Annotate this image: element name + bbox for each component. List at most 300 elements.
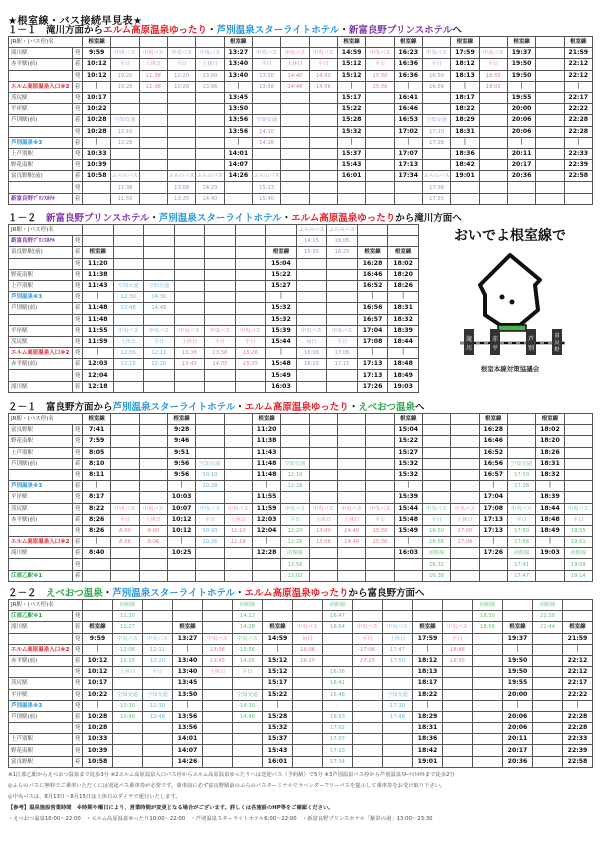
time-cell: 18:32 bbox=[536, 469, 564, 480]
time-cell: 18:31 bbox=[451, 126, 479, 137]
time-cell bbox=[564, 481, 592, 492]
time-cell: 17:13 bbox=[394, 160, 422, 171]
section-title-part: ・ bbox=[235, 402, 245, 413]
time-cell: 15:17 bbox=[263, 678, 293, 689]
time-cell bbox=[366, 104, 394, 115]
time-cell: 14:01 bbox=[224, 148, 252, 159]
station-name: エルム高原温泉入口※2 bbox=[9, 348, 73, 359]
time-cell bbox=[479, 148, 507, 159]
svg-text:平: 平 bbox=[491, 345, 499, 352]
column-header bbox=[383, 600, 413, 611]
time-cell: 12:48 bbox=[113, 303, 144, 314]
time-cell bbox=[139, 182, 167, 193]
time-cell: ｜ bbox=[451, 81, 479, 92]
column-header: 根室線 bbox=[394, 37, 422, 48]
time-cell bbox=[111, 548, 139, 559]
time-cell: 17:13 bbox=[323, 745, 353, 756]
time-cell bbox=[366, 182, 394, 193]
arrive-depart-marker: 発 bbox=[73, 370, 83, 381]
time-cell bbox=[174, 258, 205, 269]
table-row bbox=[9, 503, 593, 514]
time-cell bbox=[533, 667, 563, 678]
time-cell bbox=[224, 570, 252, 581]
time-cell: ｜ bbox=[337, 81, 365, 92]
time-cell: 13:36 bbox=[203, 644, 233, 655]
time-cell: 平日 bbox=[422, 514, 450, 525]
time-cell bbox=[111, 559, 139, 570]
time-cell: 20:06 bbox=[507, 126, 535, 137]
station-name: 江部乙駅※1 bbox=[9, 570, 73, 581]
time-cell: 18:12 bbox=[413, 655, 443, 666]
arrive-depart-marker: 着 bbox=[73, 81, 83, 92]
time-cell: 16:36 bbox=[394, 59, 422, 70]
time-cell: 中央バス bbox=[281, 503, 309, 514]
time-cell bbox=[473, 700, 503, 711]
time-cell: ｜ bbox=[479, 537, 507, 548]
time-cell bbox=[327, 280, 358, 291]
time-cell: 19:55 bbox=[507, 92, 535, 103]
time-cell: 12:28 bbox=[111, 137, 139, 148]
time-cell: 13:40 bbox=[224, 59, 252, 70]
time-cell: 18:13 bbox=[413, 667, 443, 678]
time-cell: 空知交通 bbox=[383, 689, 413, 700]
time-cell bbox=[281, 425, 309, 436]
time-cell: 16:36 bbox=[394, 70, 422, 81]
time-cell bbox=[536, 81, 564, 92]
time-cell bbox=[564, 492, 592, 503]
time-cell bbox=[327, 269, 358, 280]
time-cell bbox=[366, 148, 394, 159]
time-cell: 12:15 bbox=[113, 359, 144, 370]
table-row bbox=[9, 126, 593, 137]
station-name: 平岸駅 bbox=[9, 689, 73, 700]
column-header bbox=[139, 37, 167, 48]
time-cell: 15:35 bbox=[296, 247, 327, 258]
time-cell: 中央バス bbox=[196, 503, 224, 514]
time-cell: 14:07 bbox=[173, 745, 203, 756]
time-cell: 根室線 bbox=[563, 622, 593, 633]
time-cell bbox=[366, 481, 394, 492]
time-cell bbox=[337, 436, 365, 447]
section-title-part: えべおつ温泉 bbox=[46, 588, 103, 599]
arrive-depart-marker: 着 bbox=[73, 303, 83, 314]
time-cell bbox=[196, 126, 224, 137]
time-cell: 15:04 bbox=[266, 258, 297, 269]
time-cell: 18:48 bbox=[536, 514, 564, 525]
time-cell: 15:27 bbox=[394, 447, 422, 458]
time-cell: 根室線 bbox=[83, 247, 114, 258]
time-cell: 15:32 bbox=[263, 723, 293, 734]
time-cell: 12:04 bbox=[252, 525, 280, 536]
table-row bbox=[9, 644, 593, 655]
time-cell bbox=[252, 104, 280, 115]
section-title-part: ・ bbox=[207, 25, 217, 36]
time-cell: ｜ bbox=[564, 137, 592, 148]
time-cell: 22:12 bbox=[564, 70, 592, 81]
time-cell bbox=[353, 711, 383, 722]
section-title-part: 芦別温泉スターライトホテル bbox=[216, 25, 340, 36]
time-cell bbox=[293, 611, 323, 622]
time-cell bbox=[83, 193, 111, 204]
column-header bbox=[451, 414, 479, 425]
time-cell: 12:20 bbox=[144, 359, 175, 370]
time-cell: 中央バス bbox=[309, 503, 337, 514]
time-cell: 22:17 bbox=[564, 92, 592, 103]
station-name: 滝川駅 bbox=[9, 381, 73, 392]
time-cell: 22:28 bbox=[564, 115, 592, 126]
time-cell bbox=[533, 734, 563, 745]
table-row bbox=[9, 570, 593, 581]
time-cell: 14:05 bbox=[233, 655, 263, 666]
time-cell bbox=[83, 570, 111, 581]
time-cell bbox=[533, 723, 563, 734]
time-cell bbox=[111, 481, 139, 492]
time-cell: 空知交通 bbox=[113, 280, 144, 291]
time-cell: 22:58 bbox=[563, 756, 593, 767]
time-cell: 13:06 bbox=[196, 81, 224, 92]
time-cell: 9:46 bbox=[167, 436, 195, 447]
time-cell: 15:56 bbox=[366, 81, 394, 92]
station-name: 赤平駅(前) bbox=[9, 655, 73, 666]
arrive-depart-marker: 発 bbox=[73, 734, 83, 745]
time-cell bbox=[536, 48, 564, 59]
time-cell: 22:28 bbox=[564, 126, 592, 137]
time-cell: 12:10 bbox=[281, 469, 309, 480]
time-cell: 10:26 bbox=[111, 81, 139, 92]
time-cell bbox=[205, 381, 236, 392]
time-cell: 19:03 bbox=[536, 548, 564, 559]
station-name bbox=[9, 70, 73, 81]
section-title-part: へ bbox=[452, 25, 462, 36]
time-cell: 18:29 bbox=[413, 711, 443, 722]
time-cell: 8:26 bbox=[83, 514, 111, 525]
time-cell bbox=[422, 160, 450, 171]
time-cell: 土休日 bbox=[139, 59, 167, 70]
time-cell: 11:48 bbox=[83, 314, 114, 325]
time-cell: 16:54 bbox=[323, 622, 353, 633]
time-cell: 11:27 bbox=[113, 622, 143, 633]
table-row bbox=[9, 269, 419, 280]
time-cell: 8:26 bbox=[83, 525, 111, 536]
arrive-depart-marker: 着 bbox=[73, 381, 83, 392]
time-cell: ふらのバス bbox=[252, 171, 280, 182]
time-cell: ｜ bbox=[83, 481, 111, 492]
time-cell: 16:56 bbox=[422, 537, 450, 548]
time-cell: 15:22 bbox=[394, 436, 422, 447]
time-cell: 18:17 bbox=[451, 92, 479, 103]
time-cell: 7:59 bbox=[83, 436, 111, 447]
time-cell: 20:06 bbox=[503, 723, 533, 734]
column-header bbox=[167, 37, 195, 48]
time-cell bbox=[337, 559, 365, 570]
time-cell: 10:17 bbox=[83, 92, 111, 103]
svg-text:赤: 赤 bbox=[491, 336, 499, 343]
time-cell bbox=[451, 447, 479, 458]
time-cell: 13:27 bbox=[173, 633, 203, 644]
table-row bbox=[9, 258, 419, 269]
time-cell: 10:22 bbox=[83, 104, 111, 115]
time-cell: ｜ bbox=[337, 137, 365, 148]
station-name: 野花南駅 bbox=[9, 160, 73, 171]
station-name: 新富良野ﾌﾟﾘﾝｽﾎﾃﾙ bbox=[9, 236, 73, 247]
time-cell bbox=[144, 247, 175, 258]
time-cell: 中央バス bbox=[111, 503, 139, 514]
time-cell: 16:46 bbox=[323, 689, 353, 700]
time-cell: 10:33 bbox=[83, 734, 113, 745]
time-cell: 18:31 bbox=[388, 303, 419, 314]
time-cell bbox=[503, 611, 533, 622]
time-cell: 11:48 bbox=[252, 458, 280, 469]
time-cell bbox=[366, 458, 394, 469]
table-row bbox=[9, 148, 593, 159]
time-cell: 16:53 bbox=[323, 711, 353, 722]
time-cell: 14:01 bbox=[173, 734, 203, 745]
time-cell: ｜ bbox=[167, 537, 195, 548]
station-name: 赤平駅(前) bbox=[9, 514, 73, 525]
time-cell bbox=[167, 137, 195, 148]
section-title-part: エルム高原温泉ゆったり bbox=[291, 213, 396, 224]
time-cell: 12:26 bbox=[167, 81, 195, 92]
time-cell bbox=[353, 611, 383, 622]
section-title-part: １－２ bbox=[8, 213, 47, 224]
table-row bbox=[9, 492, 593, 503]
time-cell: 11:38 bbox=[83, 269, 114, 280]
time-cell: 平日 bbox=[564, 514, 592, 525]
time-cell bbox=[293, 700, 323, 711]
time-cell: 16:15 bbox=[293, 655, 323, 666]
time-cell: 平日 bbox=[143, 667, 173, 678]
column-header bbox=[83, 225, 114, 236]
time-cell bbox=[479, 126, 507, 137]
time-cell: 10:07 bbox=[167, 503, 195, 514]
time-cell: 13:06 bbox=[309, 537, 337, 548]
time-cell bbox=[113, 734, 143, 745]
time-cell bbox=[139, 492, 167, 503]
time-cell: ｜ bbox=[252, 537, 280, 548]
time-cell: 中央バス bbox=[252, 48, 280, 59]
time-cell: 空知交通 bbox=[144, 280, 175, 291]
time-cell: 中央バス bbox=[143, 633, 173, 644]
arrive-depart-marker: 着 bbox=[73, 570, 83, 581]
table-header-row bbox=[9, 414, 593, 425]
time-cell: 10:28 bbox=[83, 115, 111, 126]
time-cell bbox=[564, 193, 592, 204]
time-cell: 13:56 bbox=[233, 644, 263, 655]
time-cell: 中央バス bbox=[203, 633, 233, 644]
section-title-part: 芦別温泉スターライトホテル bbox=[158, 213, 282, 224]
station-name: 富良野駅(前) bbox=[9, 247, 73, 258]
time-cell: 10:39 bbox=[83, 160, 111, 171]
time-cell: 16:25 bbox=[327, 247, 358, 258]
time-cell: 中央バス bbox=[196, 48, 224, 59]
station-name bbox=[9, 314, 73, 325]
time-cell bbox=[235, 370, 266, 381]
column-header: 根室線 bbox=[451, 37, 479, 48]
time-cell: 19:50 bbox=[503, 667, 533, 678]
time-cell: 17:00 bbox=[451, 525, 479, 536]
station-name: 茂尻駅 bbox=[9, 503, 73, 514]
time-cell bbox=[564, 458, 592, 469]
time-cell: 15:32 bbox=[337, 126, 365, 137]
time-cell bbox=[113, 314, 144, 325]
time-cell bbox=[113, 723, 143, 734]
time-cell: 22:22 bbox=[563, 689, 593, 700]
station-name: 赤平駅(前) bbox=[9, 59, 73, 70]
time-cell: 11:59 bbox=[83, 336, 114, 347]
section-title-part: エルム高原温泉ゆったり bbox=[244, 402, 349, 413]
time-cell: 22:33 bbox=[563, 734, 593, 745]
time-cell: 平日 bbox=[167, 59, 195, 70]
time-cell: 9:00 bbox=[139, 525, 167, 536]
time-cell: 18:56 bbox=[473, 622, 503, 633]
section-title-part: ・ bbox=[348, 402, 359, 413]
time-cell: 17:13 bbox=[357, 359, 388, 370]
station-name bbox=[9, 525, 73, 536]
time-cell: ｜ bbox=[266, 348, 297, 359]
time-cell: 15:48 bbox=[266, 359, 297, 370]
time-cell bbox=[366, 559, 394, 570]
time-cell bbox=[451, 559, 479, 570]
time-cell: 10:28 bbox=[196, 481, 224, 492]
time-cell bbox=[139, 193, 167, 204]
time-cell bbox=[337, 548, 365, 559]
table-row bbox=[9, 171, 593, 182]
time-cell bbox=[309, 447, 337, 458]
time-cell: 22:17 bbox=[563, 678, 593, 689]
time-cell: 16:36 bbox=[323, 667, 353, 678]
column-header: 函館線 bbox=[323, 600, 353, 611]
table-row bbox=[9, 436, 593, 447]
time-cell: 15:04 bbox=[394, 425, 422, 436]
time-cell: 7:41 bbox=[83, 425, 111, 436]
time-cell bbox=[366, 469, 394, 480]
time-cell: ｜ bbox=[252, 481, 280, 492]
time-cell: 16:01 bbox=[263, 756, 293, 767]
time-cell: 土休日 bbox=[337, 514, 365, 525]
station-name: 茂尻駅 bbox=[9, 336, 73, 347]
time-cell bbox=[144, 370, 175, 381]
time-cell: 17:34 bbox=[323, 756, 353, 767]
time-cell bbox=[296, 258, 327, 269]
time-cell bbox=[337, 481, 365, 492]
time-cell: 中央バス bbox=[235, 325, 266, 336]
section-title-part: ・ bbox=[281, 213, 292, 224]
time-cell: 15:44 bbox=[394, 503, 422, 514]
time-cell bbox=[451, 469, 479, 480]
table-row bbox=[9, 425, 593, 436]
time-cell: 18:39 bbox=[536, 492, 564, 503]
time-cell bbox=[327, 303, 358, 314]
time-cell bbox=[536, 160, 564, 171]
time-cell: 10:39 bbox=[83, 745, 113, 756]
time-cell: 18:44 bbox=[388, 336, 419, 347]
time-cell bbox=[533, 644, 563, 655]
arrive-depart-marker: 発 bbox=[73, 559, 83, 570]
time-cell: 11:20 bbox=[113, 611, 143, 622]
time-cell: 10:12 bbox=[83, 59, 111, 70]
station-name: エルム高原温泉入口※2 bbox=[9, 644, 73, 655]
time-cell: 11:38 bbox=[252, 436, 280, 447]
time-cell bbox=[174, 292, 205, 303]
time-cell: 11:16 bbox=[224, 537, 252, 548]
time-cell: 17:47 bbox=[507, 570, 535, 581]
time-cell bbox=[309, 126, 337, 137]
time-cell: 18:55 bbox=[479, 70, 507, 81]
time-cell: 11:59 bbox=[252, 503, 280, 514]
arrive-depart-marker: 着 bbox=[73, 514, 83, 525]
time-cell bbox=[479, 92, 507, 103]
section-title-part: えべおつ温泉 bbox=[358, 402, 416, 413]
time-cell: 18:29 bbox=[451, 115, 479, 126]
time-cell: ｜ bbox=[394, 537, 422, 548]
column-header: 根室線 bbox=[252, 414, 280, 425]
time-cell: 中央バス bbox=[507, 503, 535, 514]
time-cell bbox=[479, 171, 507, 182]
time-cell: 19:01 bbox=[564, 537, 592, 548]
arrive-depart-marker: 発 bbox=[73, 236, 83, 247]
time-cell: 17:47 bbox=[383, 644, 413, 655]
time-cell: 中央バス bbox=[139, 503, 167, 514]
time-cell: 中央バス bbox=[224, 503, 252, 514]
time-cell: 11:20 bbox=[83, 258, 114, 269]
time-cell: ｜ bbox=[83, 348, 114, 359]
time-cell: 8:17 bbox=[83, 492, 111, 503]
time-cell: 18:26 bbox=[536, 447, 564, 458]
time-cell bbox=[296, 381, 327, 392]
time-cell: 17:08 bbox=[479, 503, 507, 514]
station-name: エルム高原温泉入口※2 bbox=[9, 537, 73, 548]
time-cell: 20:06 bbox=[503, 711, 533, 722]
time-cell: 17:10 bbox=[422, 126, 450, 137]
time-cell: ふらのバス bbox=[196, 171, 224, 182]
time-cell bbox=[144, 269, 175, 280]
time-cell bbox=[205, 314, 236, 325]
time-cell bbox=[167, 160, 195, 171]
time-cell: 土休日 bbox=[451, 514, 479, 525]
time-cell bbox=[235, 381, 266, 392]
time-cell: 8:56 bbox=[111, 537, 139, 548]
time-cell bbox=[536, 59, 564, 70]
arrive-depart-marker: 発 bbox=[73, 436, 83, 447]
time-cell bbox=[353, 745, 383, 756]
time-cell bbox=[366, 548, 394, 559]
time-cell bbox=[451, 193, 479, 204]
time-cell: ｜ bbox=[83, 81, 111, 92]
time-cell bbox=[167, 92, 195, 103]
time-cell: 18:32 bbox=[388, 314, 419, 325]
time-cell: 12:11 bbox=[143, 644, 173, 655]
time-cell: 18:46 bbox=[443, 644, 473, 655]
time-cell: 11:20 bbox=[252, 425, 280, 436]
time-cell bbox=[473, 633, 503, 644]
time-cell: 平日 bbox=[507, 514, 535, 525]
arrive-depart-marker: 発 bbox=[73, 611, 83, 622]
table-row bbox=[9, 182, 593, 193]
arrive-depart-marker: 発 bbox=[73, 70, 83, 81]
column-header: 根室線 bbox=[394, 414, 422, 425]
time-cell bbox=[139, 171, 167, 182]
time-cell: 15:56 bbox=[366, 537, 394, 548]
time-cell bbox=[203, 700, 233, 711]
time-cell: 15:37 bbox=[337, 148, 365, 159]
time-cell bbox=[205, 269, 236, 280]
time-cell: 20:11 bbox=[503, 734, 533, 745]
column-header bbox=[503, 600, 533, 611]
time-cell: 13:56 bbox=[252, 81, 280, 92]
time-cell bbox=[473, 756, 503, 767]
time-cell bbox=[281, 104, 309, 115]
time-cell bbox=[224, 182, 252, 193]
